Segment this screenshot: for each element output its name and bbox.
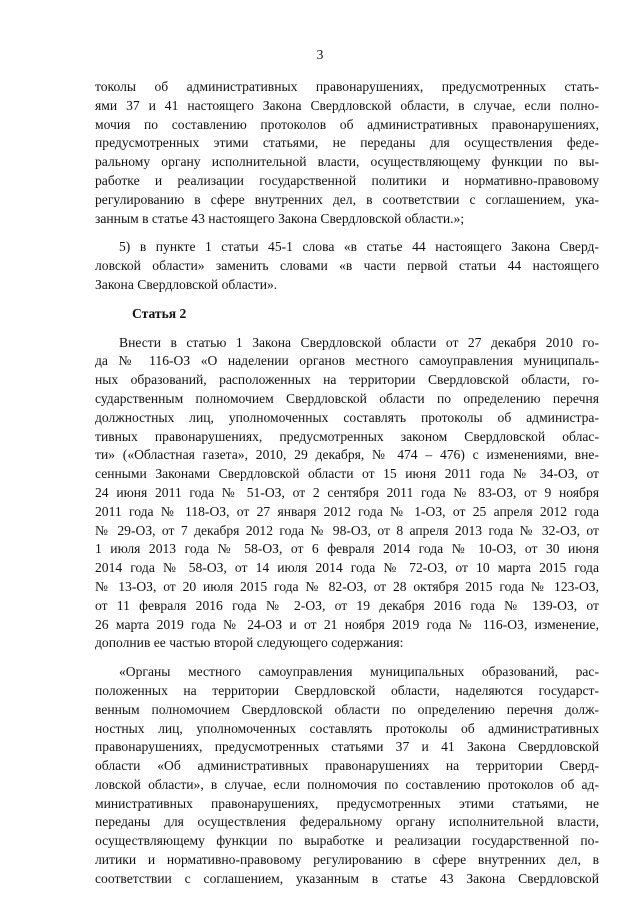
- text-line: сенными Законами Свердловской области от 15 июня 2011 года № 34-ОЗ, от: [95, 466, 599, 482]
- text-line: предусмотренных этими статьями, не переданы для осуществления феде-: [95, 135, 599, 151]
- text-line: осуществляющему функции по выработке и реализации государственной по-: [95, 833, 599, 849]
- text-line: 26 марта 2019 года № 24-ОЗ и от 21 ноября 2019 года № 116-ОЗ, изменение,: [95, 616, 599, 632]
- text-line: ловской области» заменить словами «в части первой статьи 44 настоящего: [95, 258, 599, 274]
- text-line: сударственным полномочием Свердловской области по определению перечня: [95, 390, 599, 406]
- text-line: токолы об административных правонарушениях, предусмотренных стать-: [95, 79, 599, 94]
- text-line: Закона Свердловской области».: [95, 276, 278, 292]
- text-line: тивных правонарушениях, предусмотренных законом Свердловской облас-: [95, 428, 599, 444]
- text-line: 2011 года № 118-ОЗ, от 27 января 2012 года № 1-ОЗ, от 25 апреля 2012 года: [95, 503, 599, 519]
- text-line: работке и реализации государственной политики и нормативно-правовому: [95, 172, 599, 188]
- article-heading: Статья 2: [132, 305, 187, 321]
- text-line: должностных лиц, уполномоченных составлять протоколы об администра-: [95, 409, 599, 425]
- text-line: мочия по составлению протоколов об административных правонарушениях,: [95, 116, 599, 132]
- text-line: литики и нормативно-правовому регулированию в сфере внутренних дел, в: [95, 852, 599, 868]
- text-line: «Органы местного самоуправления муниципальных образований, рас-: [119, 664, 599, 680]
- text-line: дополнив ее частью второй следующего содержания:: [95, 635, 404, 651]
- text-line: венным полномочием Свердловской области по определению перечня долж-: [95, 701, 599, 717]
- text-line: положенных на территории Свердловской области, наделяются государст-: [95, 682, 599, 698]
- text-line: ти» («Областная газета», 2010, 29 декабря, № 474 – 476) с изменениями, вне-: [95, 447, 599, 463]
- text-line: Внести в статью 1 Закона Свердловской области от 27 декабря 2010 го-: [119, 334, 599, 350]
- text-line: правонарушениях, предусмотренных статьями 37 и 41 Закона Свердловской: [95, 739, 599, 755]
- text-line: ных образований, расположенных на территории Свердловской области, го-: [95, 372, 599, 388]
- text-line: от 11 февраля 2016 года № 2-ОЗ, от 19 декабря 2016 года № 139-ОЗ, от: [95, 597, 599, 613]
- text-line: соответствии с соглашением, указанным в статье 43 Закона Свердловской: [95, 870, 599, 886]
- document-body: [95, 78, 599, 889]
- text-line: № 13-ОЗ, от 20 июля 2015 года № 82-ОЗ, от 28 октября 2015 года № 123-ОЗ,: [95, 578, 599, 594]
- text-line: да № 116-ОЗ «О наделении органов местного самоуправления муниципаль-: [95, 353, 599, 369]
- text-line: переданы для осуществления федеральному органу исполнительной власти,: [95, 814, 599, 830]
- text-line: ральному органу исполнительной власти, осуществляющему функции по вы-: [95, 154, 599, 170]
- text-line: ностных лиц, уполномоченных составлять протоколы об административных: [95, 720, 599, 736]
- text-line: министративных правонарушениях, предусмотренных этими статьями, не: [95, 795, 599, 811]
- text-line: 24 июня 2011 года № 51-ОЗ, от 2 сентября 2011 года № 83-ОЗ, от 9 ноября: [95, 484, 599, 500]
- text-line: 2014 года № 58-ОЗ, от 14 июля 2014 года № 72-ОЗ, от 10 марта 2015 года: [95, 560, 599, 576]
- item-5-paragraph: [95, 238, 599, 294]
- text-line: ями 37 и 41 настоящего Закона Свердловской области, в случае, если полно-: [95, 97, 599, 113]
- text-line: 5) в пункте 1 статьи 45-1 слова «в статье 44 настоящего Закона Сверд-: [119, 239, 599, 255]
- text-line: ловской области», в случае, если полномочия по составлению протоколов об ад-: [95, 776, 599, 792]
- page-number: 3: [316, 47, 324, 62]
- text-line: занным в статье 43 настоящего Закона Свердловской области.»;: [95, 210, 465, 226]
- text-line: № 29-ОЗ, от 7 декабря 2012 года № 98-ОЗ, от 8 апреля 2013 года № 32-ОЗ, от: [95, 522, 599, 538]
- quoted-amendment-paragraph: [95, 663, 599, 889]
- article-2-paragraph: [95, 334, 599, 654]
- text-line: регулированию в сфере внутренних дел, в соответствии с соглашением, ука-: [95, 191, 599, 207]
- continuation-paragraph: [95, 78, 599, 228]
- text-line: 1 июля 2013 года № 58-ОЗ, от 6 февраля 2014 года № 10-ОЗ, от 30 июня: [95, 541, 599, 557]
- text-line: области «Об административных правонарушениях на территории Сверд-: [95, 758, 599, 774]
